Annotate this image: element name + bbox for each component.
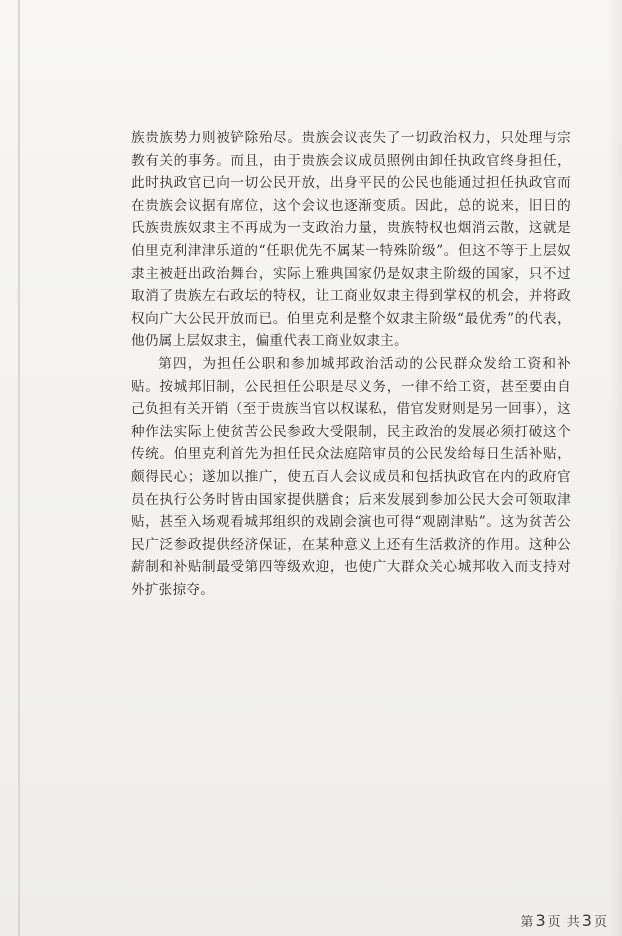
page-prefix: 第 <box>520 915 535 930</box>
paragraph-nobility-decline: 族贵族势力则被铲除殆尽。贵族会议丧失了一切政治权力，只处理与宗教有关的事务。而且，由于贵族会议成员照例由卸任执政官终身担任，此时执政官已向一切公民开放，出身平民的公民也能通过担任执政官而在贵族会议据有席位，这个会议也逐渐变质。因此，总的说来，旧日的氏族贵族奴隶主不再成为一支政治力量，贵族特权也烟消云散，这就是伯里克利津津乐道的“任职优先不属某一特殊阶级”。但这不等于上层奴隶主被赶出政治舞台，实际上雅典国家仍是奴隶主阶级的国家，只不过取消了贵族左右政坛的特权，让工商业奴隶主得到掌权的机会，并将政权向广大公民开放而已。伯里克利是整个奴隶主阶级“最优秀”的代表，他仍属上层奴隶主，偏重代表工商业奴隶主。 <box>131 130 571 350</box>
paragraph-fourth-measure: 第四，为担任公职和参加城邦政治活动的公民群众发给工资和补贴。按城邦旧制，公民担任公职是尽义务，一律不给工资，甚至要由自己负担有关开销（至于贵族当官以权谋私，借官发财则是另一回事），这种作法实际上使贫苦公民参政大受限制，民主政治的发展必须打破这个传统。伯里克利首先为担任民众法庭陪审员的公民发给每日生活补贴，颇得民心；遂加以推广，使五百人会议成员和包括执政官在内的政府官员在执行公务时皆由国家提供膳食；后来发展到参加公民大会可领取津贴，甚至入场观看城邦组织的戏剧会演也可得“观剧津贴”。这为贫苦公民广泛参政提供经济保证，在某种意义上还有生活救济的作用。这种公薪制和补贴制最受第四等级欢迎，也使广大群众关心城邦收入而支持对外扩张掠夺。 <box>131 355 571 598</box>
page-suffix: 页 <box>547 915 562 930</box>
total-prefix: 共 <box>566 915 581 930</box>
page-edge-shadow <box>608 0 622 936</box>
document-body <box>131 127 571 601</box>
page-fold-line <box>18 0 20 936</box>
page-number-footer <box>520 911 608 930</box>
total-suffix: 页 <box>593 915 608 930</box>
total-page-number: 3 <box>581 911 593 930</box>
current-page-number: 3 <box>535 911 547 930</box>
